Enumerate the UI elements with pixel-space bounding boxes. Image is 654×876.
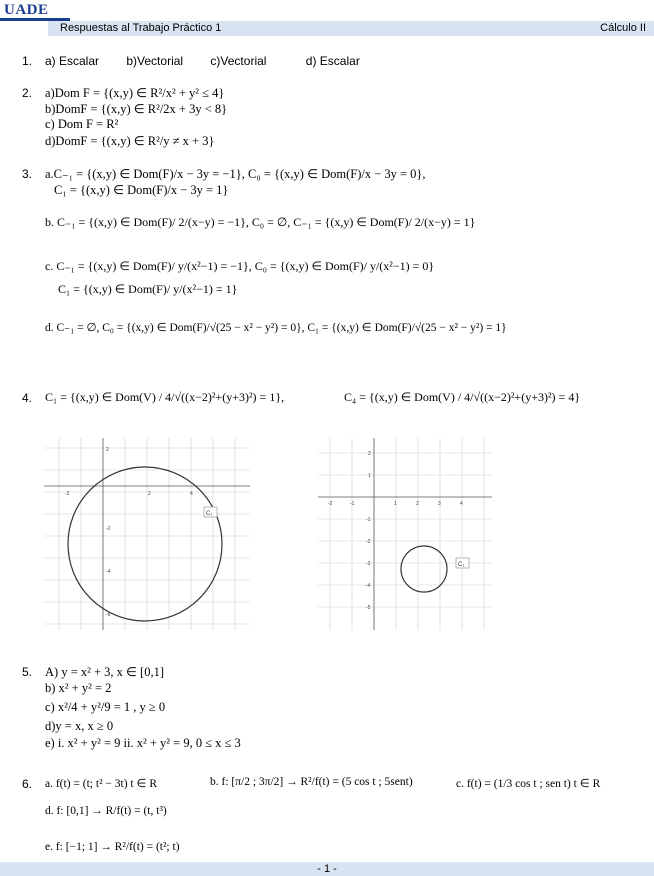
q5-a: A) y = x² + 3, x ∈ [0,1] [45, 665, 165, 679]
q2-d: d)DomF = {(x,y) ∈ R²/y ≠ x + 3} [45, 134, 215, 148]
q6-number: 6. [22, 777, 33, 791]
q3-a2: C₁ = {(x,y) ∈ Dom(F)/x − 3y = 1} [54, 183, 229, 197]
q3-a1: a.C₋₁ = {(x,y) ∈ Dom(F)/x − 3y = −1}, C₀ = {(x,y) ∈ Dom(F)/x − 3y = 0}, [45, 167, 426, 181]
q3-c2: C₁ = {(x,y) ∈ Dom(F)/ y/(x²−1) = 1} [58, 282, 238, 296]
q3-c1: c. C₋₁ = {(x,y) ∈ Dom(F)/ y/(x²−1) = −1}, C₀ = {(x,y) ∈ Dom(F)/ y/(x²−1) = 0} [45, 259, 435, 273]
graph2-xtick-1: -2 [328, 501, 333, 507]
graph2-ytick-7: -5 [366, 605, 371, 611]
q4-number: 4. [22, 391, 33, 405]
q5-e: e) i. x² + y² = 9 ii. x² + y² = 9, 0 ≤ x ≤ 3 [45, 736, 241, 750]
header-course: Cálculo II [600, 22, 646, 34]
q1-c: c)Vectorial [210, 54, 267, 68]
graph2-label: C₁ [458, 562, 465, 568]
graph1-xtick-2: 2 [148, 491, 151, 497]
q4-c4: C₄ = {(x,y) ∈ Dom(V) / 4/√((x−2)²+(y+3)²) = 4} [344, 390, 581, 404]
q5-b: b) x² + y² = 2 [45, 681, 112, 695]
level-curve-c4 [68, 467, 222, 621]
q3-number: 3. [22, 167, 33, 181]
q6-c: c. f(t) = (1/3 cos t ; sen t) t ∈ R [456, 778, 601, 790]
page-footer: - 1 - [0, 862, 654, 876]
q2-c: c) Dom F = R² [45, 117, 119, 131]
uade-logo: UADE [4, 2, 49, 18]
graph1-ytick-3: -4 [106, 569, 111, 575]
graph1-label: C₁ [206, 511, 213, 517]
q3-d: d. C₋₁ = ∅, C₀ = {(x,y) ∈ Dom(F)/√(25 − x² − y²) = 0}, C₁ = {(x,y) ∈ Dom(F)/√(25 − x² − y²) = 1} [45, 322, 507, 334]
q2-number: 2. [22, 86, 33, 100]
graph2-xtick-2: -1 [350, 501, 355, 507]
q6-d: d. f: [0,1] → R/f(t) = (t, t³) [45, 805, 167, 817]
graph2-ytick-2: 1 [368, 473, 371, 479]
q6-b: b. f: [π/2 ; 3π/2] → R²/f(t) = (5 cos t ; 5sent) [210, 776, 413, 788]
q2-b: b)DomF = {(x,y) ∈ R²/2x + 3y < 8} [45, 102, 228, 116]
q1-number: 1. [22, 54, 33, 68]
graph2-xtick-4: 2 [416, 501, 419, 507]
q5-number: 5. [22, 665, 33, 679]
q1-a: a) Escalar [45, 54, 100, 68]
graph1-ytick-1: 2 [106, 447, 109, 453]
q1-b: b)Vectorial [126, 54, 184, 68]
q6-e: e. f: [−1; 1] → R²/f(t) = (t²; t) [45, 841, 180, 853]
q4-graph-2 [318, 438, 492, 630]
graph2-ytick-6: -4 [366, 583, 371, 589]
graph2-ytick-1: 2 [368, 451, 371, 457]
q5-d: d)y = x, x ≥ 0 [45, 719, 114, 733]
q1-answers [45, 54, 384, 68]
graph2-xtick-6: 4 [460, 501, 463, 507]
graph2-xtick-5: 3 [438, 501, 441, 507]
graph1-xtick-1: -2 [65, 491, 70, 497]
graph1-xtick-3: 4 [190, 491, 193, 497]
graph2-ytick-3: -1 [366, 517, 371, 523]
graph2-ytick-4: -2 [366, 539, 371, 545]
graph1-ytick-2: -2 [106, 526, 111, 532]
graph2-xtick-3: 1 [394, 501, 397, 507]
q4-graph-1 [44, 438, 250, 630]
q6-a: a. f(t) = (t; t² − 3t) t ∈ R [45, 778, 158, 790]
graph1-ytick-4: -6 [106, 612, 111, 618]
q1-d: d) Escalar [305, 54, 360, 68]
q4-c1: C₁ = {(x,y) ∈ Dom(V) / 4/√((x−2)²+(y+3)²) = 1}, [45, 390, 285, 404]
header-title: Respuestas al Trabajo Práctico 1 [60, 22, 222, 34]
q5-c: c) x²/4 + y²/9 = 1 , y ≥ 0 [45, 700, 166, 714]
q3-b: b. C₋₁ = {(x,y) ∈ Dom(F)/ 2/(x−y) = −1}, C₀ = ∅, C₋₁ = {(x,y) ∈ Dom(F)/ 2/(x−y) = 1} [45, 215, 476, 229]
q2-a: a)Dom F = {(x,y) ∈ R²/x² + y² ≤ 4} [45, 86, 225, 100]
graph2-ytick-5: -3 [366, 561, 371, 567]
